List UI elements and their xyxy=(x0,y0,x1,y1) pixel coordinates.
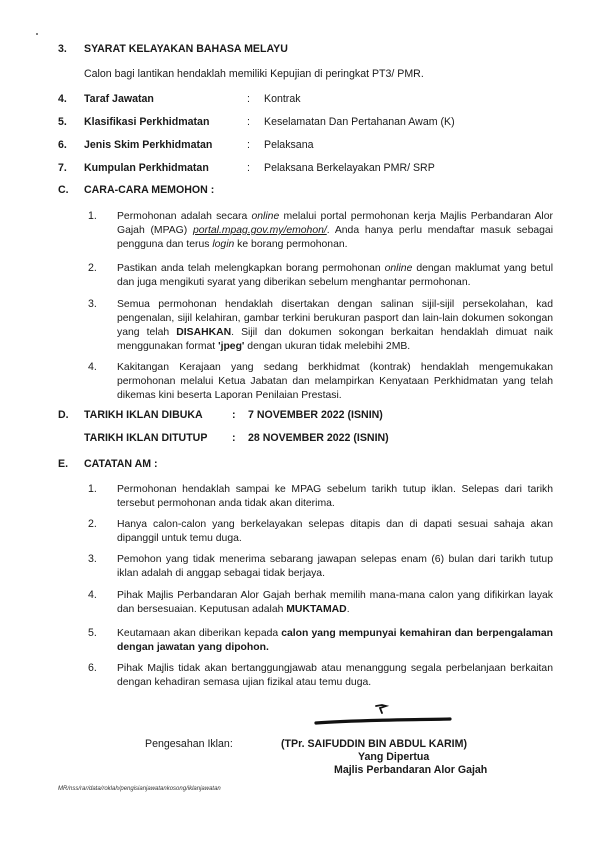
open-date-value: 7 NOVEMBER 2022 (ISNIN) xyxy=(248,409,383,421)
section-e-letter: E. xyxy=(58,458,69,470)
section-e-item-1: Permohonan hendaklah sampai ke MPAG sebelum tarikh tutup iklan. Selepas dari tarikh tersebut permohonan anda tidak akan diterima. xyxy=(117,484,553,509)
section-e-item-number: 3. xyxy=(88,553,97,565)
signature-stroke xyxy=(316,719,450,723)
detail-label: Kumpulan Perkhidmatan xyxy=(84,162,209,174)
section-3-number: 3. xyxy=(58,43,67,55)
detail-number: 6. xyxy=(58,139,67,151)
detail-value: Pelaksana xyxy=(264,139,314,151)
close-date-separator: : xyxy=(232,432,236,444)
open-date-label: TARIKH IKLAN DIBUKA xyxy=(84,409,203,421)
footer-file-path: MR/nss/rar/data/roklah/pengisianjawatankosong/iklanjawatan xyxy=(58,786,221,792)
section-e-item-3: Pemohon yang tidak menerima sebarang jawapan selepas enam (6) bulan dari tarikh tutup iklan adalah di anggap sebagai tidak berjaya. xyxy=(117,554,553,579)
section-3-body: Calon bagi lantikan hendaklah memiliki Kepujian di peringkat PT3/ PMR. xyxy=(84,68,424,80)
detail-label: Klasifikasi Perkhidmatan xyxy=(84,116,210,128)
close-date-value: 28 NOVEMBER 2022 (ISNIN) xyxy=(248,432,389,444)
section-c-item-1: Permohonan adalah secara online melalui portal permohonan kerja Majlis Perbandaran Alor Gajah (MPAG) portal.mpag.gov.my/emohon/. Anda hanya perlu mendaftar masuk sebagai pengguna dan terus login ke borang permohonan. xyxy=(117,211,554,250)
signatory-organisation: Majlis Perbandaran Alor Gajah xyxy=(334,764,488,776)
section-e-title: CATATAN AM : xyxy=(84,458,158,470)
section-c-letter: C. xyxy=(58,184,69,196)
signature-mark xyxy=(312,700,454,730)
section-e-item-2: Hanya calon-calon yang berkelayakan selepas ditapis dan di dapati sesuai sahaja akan dipanggil untuk temu duga. xyxy=(117,519,553,544)
section-3-title: SYARAT KELAYAKAN BAHASA MELAYU xyxy=(84,43,288,55)
signature-flourish xyxy=(376,705,386,713)
detail-value: Pelaksana Berkelayakan PMR/ SRP xyxy=(264,162,435,174)
section-d-letter: D. xyxy=(58,409,69,421)
section-e-item-6: Pihak Majlis tidak akan bertanggungjawab atau menanggung segala perbelanjaan berkaitan dengan kehadiran semasa ujian fizikal atau temu duga. xyxy=(117,663,553,688)
detail-number: 7. xyxy=(58,162,67,174)
section-e-item-5: Keutamaan akan diberikan kepada calon yang mempunyai kemahiran dan berpengalaman dengan jawatan yang dipohon. xyxy=(117,628,553,653)
scan-speck xyxy=(36,33,38,35)
section-e-item-number: 6. xyxy=(88,662,97,674)
detail-number: 5. xyxy=(58,116,67,128)
section-c-item-3: Semua permohonan hendaklah disertakan dengan salinan sijil-sijil persekolahan, kad pengenalan, sijil kelahiran, gambar terkini berukuran pasport dan lain-lain dokumen sokongan yang telah DISAHKAN. Sijil dan dokumen sokongan berkaitan hendaklah dimuat naik menggunakan format 'jpeg' dengan ukuran tidak melebihi 2MB. xyxy=(117,299,553,352)
detail-number: 4. xyxy=(58,93,67,105)
detail-label: Taraf Jawatan xyxy=(84,93,154,105)
section-c-title: CARA-CARA MEMOHON : xyxy=(84,184,215,196)
section-e-item-number: 2. xyxy=(88,518,97,530)
detail-separator: : xyxy=(247,162,250,174)
section-c-item-4: Kakitangan Kerajaan yang sedang berkhidmat (kontrak) hendaklah mengemukakan permohonan melalui Ketua Jabatan dan melampirkan Kenyataan Perkhidmatan yang telah dikemas kini beserta Laporan Penilaian Prestasi. xyxy=(117,362,553,401)
detail-value: Kontrak xyxy=(264,93,301,105)
section-c-item-number: 2. xyxy=(88,262,97,274)
section-e-item-number: 5. xyxy=(88,627,97,639)
detail-separator: : xyxy=(247,116,250,128)
signatory-name: (TPr. SAIFUDDIN BIN ABDUL KARIM) xyxy=(281,738,467,750)
portal-link[interactable]: portal.mpag.gov.my/emohon/ xyxy=(192,224,327,236)
open-date-separator: : xyxy=(232,409,236,421)
detail-separator: : xyxy=(247,93,250,105)
detail-separator: : xyxy=(247,139,250,151)
section-c-item-number: 4. xyxy=(88,361,97,373)
section-e-item-number: 1. xyxy=(88,483,97,495)
section-e-item-number: 4. xyxy=(88,589,97,601)
endorsement-label: Pengesahan Iklan: xyxy=(145,738,233,750)
close-date-label: TARIKH IKLAN DITUTUP xyxy=(84,432,208,444)
section-c-item-2: Pastikan anda telah melengkapkan borang permohonan online dengan maklumat yang betul dan juga mengikuti syarat yang diberikan sebelum menghantar permohonan. xyxy=(117,263,553,288)
detail-label: Jenis Skim Perkhidmatan xyxy=(84,139,213,151)
signatory-title: Yang Dipertua xyxy=(358,751,430,763)
detail-value: Keselamatan Dan Pertahanan Awam (K) xyxy=(264,116,455,128)
section-e-item-4: Pihak Majlis Perbandaran Alor Gajah berhak memilih mana-mana calon yang difikirkan layak dan bersesuaian. Keputusan adalah MUKTAMAD. xyxy=(117,590,553,615)
section-c-item-number: 1. xyxy=(88,210,97,222)
section-c-item-number: 3. xyxy=(88,298,97,310)
